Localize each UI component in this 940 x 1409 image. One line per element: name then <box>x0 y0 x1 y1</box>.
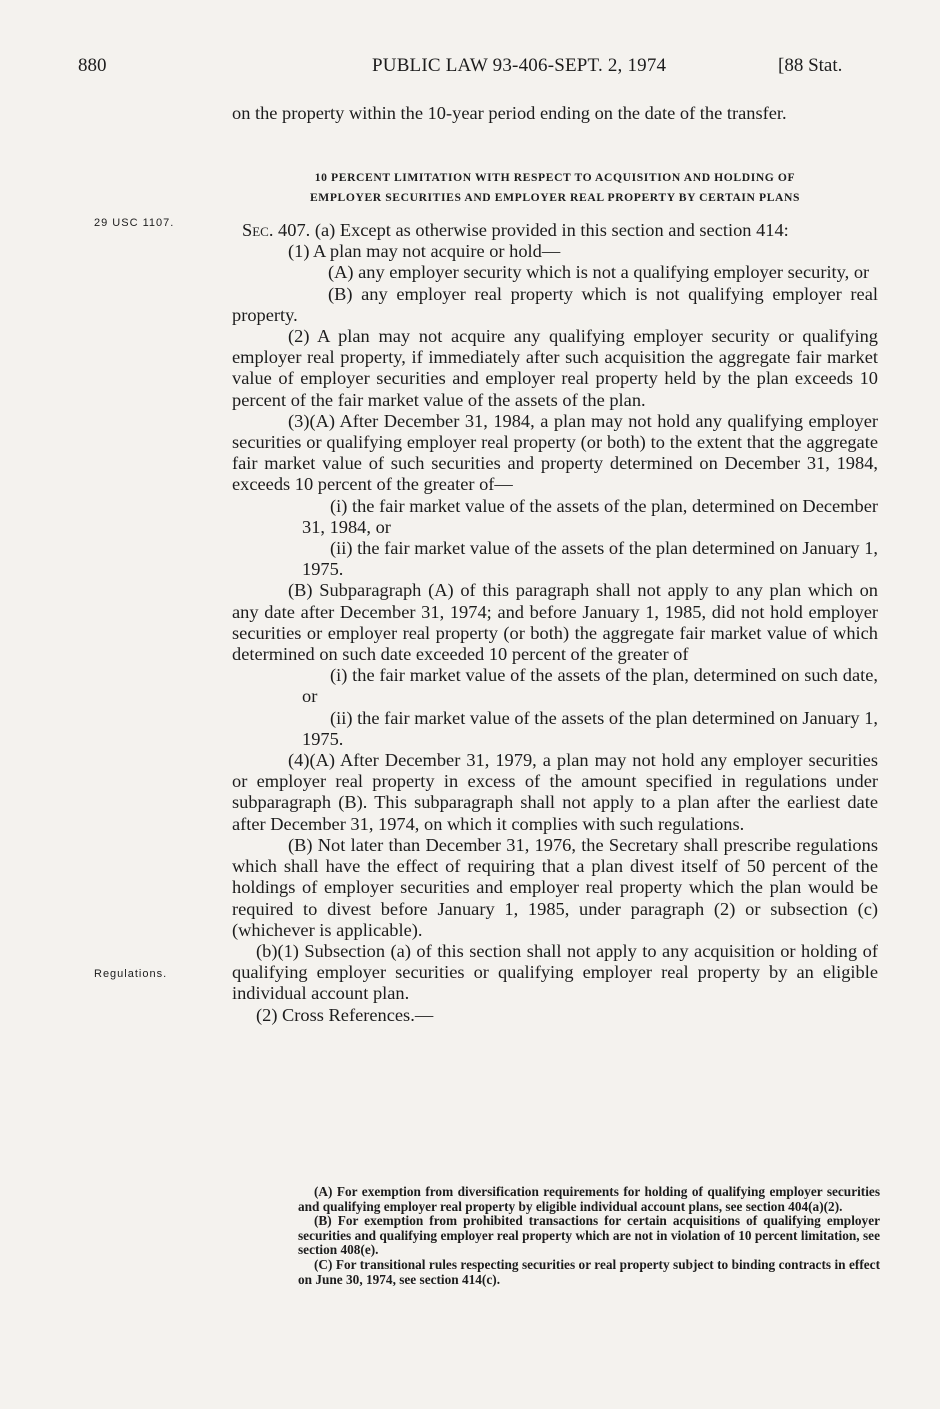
intro-text: on the property within the 10-year period ending on the date of the transfer. <box>232 103 787 123</box>
section-407-body <box>232 220 878 1026</box>
margin-note-regulations: Regulations. <box>94 968 168 980</box>
paragraph-4-B: (B) Not later than December 31, 1976, the Secretary shall prescribe regulations which shall have the effect of requiring that a plan divest itself of 50 percent of the holdings of employer securities and employer real property which the plan would be required to divest before January 1, 1985, under paragraph (2) or subsection (c) (whichever is applicable). <box>232 834 878 940</box>
cross-reference-C: (C) For transitional rules respecting securities or real property subject to binding contracts in effect on June 30, 1974, see section 414(c). <box>298 1256 880 1287</box>
subsection-b-2-cross-references: (2) Cross References.— <box>256 1004 434 1025</box>
page-number: 880 <box>78 55 107 76</box>
paragraph-3-B-i: (i) the fair market value of the assets of the plan, determined on such date, or <box>302 665 878 707</box>
section-407-a-text: 407. (a) Except as otherwise provided in this section and section 414: <box>278 220 789 240</box>
paragraph-4-A: (4)(A) After December 31, 1979, a plan may not hold any employer securities or employer real property in excess of the amount specified in regulations under subparagraph (B). This subparagraph shall not apply to a plan after the earliest date after December 31, 1974, on which it complies with such regulations. <box>232 750 878 834</box>
cross-reference-A: (A) For exemption from diversification requirements for holding of qualifying employer securities and qualifying employer real property by eligible individual account plans, see section 404(a)(2). <box>298 1184 880 1214</box>
paragraph-1: (1) A plan may not acquire or hold— <box>288 241 561 262</box>
statute-reference: [88 Stat. <box>778 55 843 76</box>
paragraph-3-A: (3)(A) After December 31, 1984, a plan may not hold any qualifying employer securities or qualifying employer real property (or both) to the extent that the aggregate fair market value of such securities and property determined on December 31, 1984, exceeds 10 percent of the greater of— <box>232 410 878 495</box>
paragraph-2: (2) A plan may not acquire any qualifying employer security or qualifying employer real property, if immediately after such acquisition the aggregate fair market value of employer securities and employer real property held by the plan exceeds 10 percent of the fair market value of the assets of the plan. <box>232 326 878 410</box>
cross-reference-B: (B) For exemption from prohibited transactions for certain acquisitions of qualifying employer securities and qualifying employer real property which are not in violation of 10 percent limitation, see section 408(e). <box>298 1213 880 1258</box>
subsection-b-1: (b)(1) Subsection (a) of this section shall not apply to any acquisition or holding of qualifying employer securities or qualifying employer real property by an eligible individual account plan. <box>232 940 878 1004</box>
section-heading-line-2: EMPLOYER SECURITIES AND EMPLOYER REAL PROPERTY BY CERTAIN PLANS <box>309 191 801 204</box>
margin-note-usc: 29 USC 1107. <box>94 217 175 229</box>
paragraph-1-A: (A) any employer security which is not a qualifying employer security, or <box>328 262 870 283</box>
paragraph-1-B: (B) any employer real property which is not qualifying employer real property. <box>232 283 878 325</box>
sec-label: Sec. <box>242 220 274 240</box>
section-407-a <box>232 220 878 241</box>
running-title: PUBLIC LAW 93-406-SEPT. 2, 1974 <box>372 55 667 76</box>
section-heading-line-1: 10 PERCENT LIMITATION WITH RESPECT TO ACQUISITION AND HOLDING OF <box>314 171 796 184</box>
intro-paragraph <box>232 103 878 124</box>
section-heading <box>232 168 878 208</box>
paragraph-3-A-i: (i) the fair market value of the assets of the plan, determined on December 31, 1984, or <box>302 495 878 537</box>
paragraph-3-B: (B) Subparagraph (A) of this paragraph shall not apply to any plan which on any date after December 31, 1974; and before January 1, 1985, did not hold employer securities or employer real property (or both) the aggregate fair market value of which determined on such date exceeded 10 percent of the greater of <box>232 580 878 665</box>
cross-references <box>298 1185 880 1287</box>
paragraph-3-A-ii: (ii) the fair market value of the assets of the plan determined on January 1, 1975. <box>302 538 878 580</box>
paragraph-3-B-ii: (ii) the fair market value of the assets of the plan determined on January 1, 1975. <box>302 707 878 749</box>
